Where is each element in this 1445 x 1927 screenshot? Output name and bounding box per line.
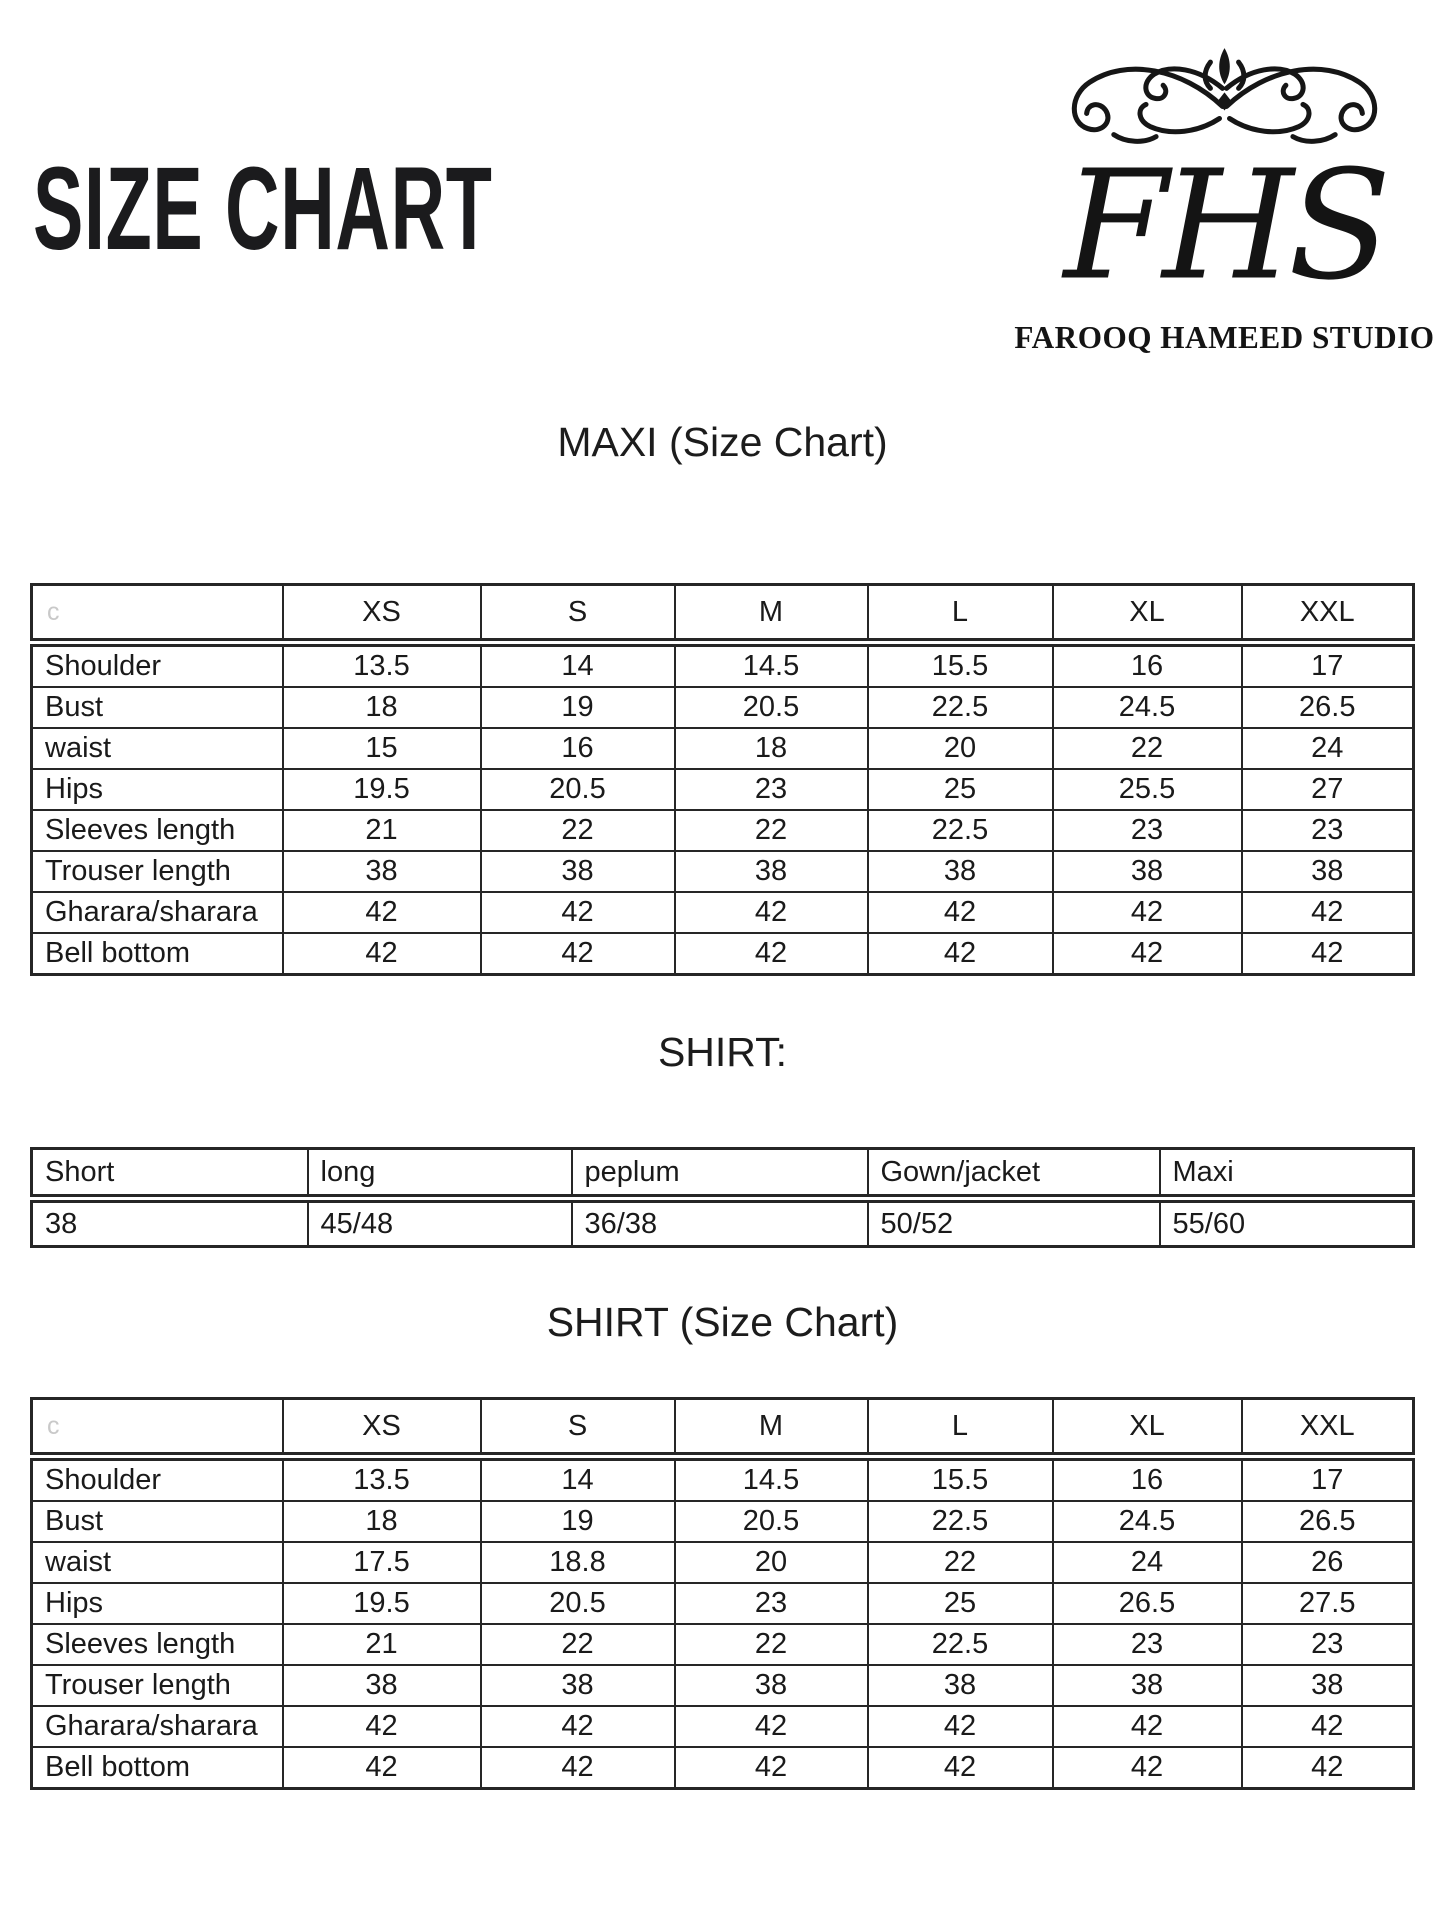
- corner-cell: c: [32, 585, 283, 643]
- measurement-label: Hips: [32, 769, 283, 810]
- table-row: [32, 1457, 1414, 1502]
- corner-cell: c: [32, 1399, 283, 1457]
- measurement-value: 24: [1053, 1542, 1242, 1583]
- header-row: [32, 585, 1414, 643]
- measurement-value: 13.5: [283, 1457, 481, 1502]
- measurement-value: 38: [675, 1665, 868, 1706]
- measurement-value: 38: [1242, 851, 1414, 892]
- length-column-header: peplum: [572, 1149, 868, 1199]
- measurement-value: 22.5: [868, 687, 1053, 728]
- measurement-value: 42: [1242, 1747, 1414, 1789]
- size-column-header: XL: [1053, 585, 1242, 643]
- measurement-value: 14: [481, 643, 675, 688]
- flourish-ornament-icon: [1074, 48, 1374, 141]
- measurement-value: 38: [481, 851, 675, 892]
- measurement-value: 27: [1242, 769, 1414, 810]
- maxi-section-heading: MAXI (Size Chart): [557, 419, 888, 465]
- measurement-label: Bell bottom: [32, 1747, 283, 1789]
- table-row: [32, 1542, 1414, 1583]
- measurement-value: 38: [1053, 1665, 1242, 1706]
- measurement-value: 20.5: [481, 1583, 675, 1624]
- measurement-value: 25.5: [1053, 769, 1242, 810]
- measurement-value: 18.8: [481, 1542, 675, 1583]
- measurement-label: Gharara/sharara: [32, 892, 283, 933]
- measurement-value: 24.5: [1053, 687, 1242, 728]
- measurement-value: 18: [283, 1501, 481, 1542]
- table-row: [32, 933, 1414, 975]
- measurement-value: 14: [481, 1457, 675, 1502]
- measurement-value: 13.5: [283, 643, 481, 688]
- length-value: 38: [32, 1199, 308, 1247]
- measurement-value: 38: [675, 851, 868, 892]
- table-row: [32, 1501, 1414, 1542]
- measurement-value: 38: [283, 851, 481, 892]
- studio-logo: [1012, 38, 1437, 360]
- measurement-value: 42: [283, 1706, 481, 1747]
- measurement-value: 15.5: [868, 1457, 1053, 1502]
- measurement-value: 14.5: [675, 643, 868, 688]
- measurement-value: 19.5: [283, 769, 481, 810]
- table-row: [32, 1706, 1414, 1747]
- measurement-value: 18: [283, 687, 481, 728]
- measurement-value: 23: [675, 1583, 868, 1624]
- measurement-value: 24: [1242, 728, 1414, 769]
- measurement-value: 42: [675, 892, 868, 933]
- length-value: 45/48: [308, 1199, 572, 1247]
- measurement-value: 42: [481, 892, 675, 933]
- measurement-value: 42: [481, 1706, 675, 1747]
- measurement-value: 23: [1242, 1624, 1414, 1665]
- measurement-label: waist: [32, 1542, 283, 1583]
- header-row: [32, 1399, 1414, 1457]
- measurement-value: 42: [675, 1706, 868, 1747]
- measurement-value: 26.5: [1053, 1583, 1242, 1624]
- measurement-value: 18: [675, 728, 868, 769]
- measurement-label: Bust: [32, 687, 283, 728]
- measurement-value: 26.5: [1242, 1501, 1414, 1542]
- table-row: [32, 643, 1414, 688]
- table-row: [32, 769, 1414, 810]
- measurement-value: 38: [1053, 851, 1242, 892]
- table-row: [32, 892, 1414, 933]
- measurement-value: 20.5: [481, 769, 675, 810]
- measurement-value: 26.5: [1242, 687, 1414, 728]
- measurement-value: 22: [481, 1624, 675, 1665]
- measurement-value: 20: [868, 728, 1053, 769]
- measurement-label: Bell bottom: [32, 933, 283, 975]
- size-column-header: XXL: [1242, 1399, 1414, 1457]
- measurement-value: 19: [481, 687, 675, 728]
- measurement-value: 42: [675, 1747, 868, 1789]
- shirt-length-table: [30, 1147, 1415, 1248]
- measurement-value: 42: [868, 1706, 1053, 1747]
- length-value: 55/60: [1160, 1199, 1414, 1247]
- measurement-value: 22.5: [868, 1624, 1053, 1665]
- size-column-header: XL: [1053, 1399, 1242, 1457]
- size-column-header: M: [675, 585, 868, 643]
- measurement-value: 38: [868, 1665, 1053, 1706]
- table-row: [32, 1199, 1414, 1247]
- monogram-text: FHS: [1063, 137, 1386, 314]
- measurement-value: 23: [675, 769, 868, 810]
- size-column-header: XS: [283, 1399, 481, 1457]
- measurement-value: 17: [1242, 1457, 1414, 1502]
- size-column-header: L: [868, 1399, 1053, 1457]
- header-row: [32, 1149, 1414, 1199]
- measurement-value: 19.5: [283, 1583, 481, 1624]
- measurement-value: 42: [283, 933, 481, 975]
- length-column-header: Maxi: [1160, 1149, 1414, 1199]
- measurement-value: 42: [1242, 1706, 1414, 1747]
- length-column-header: Short: [32, 1149, 308, 1199]
- size-column-header: XXL: [1242, 585, 1414, 643]
- shirt-chart-section-heading: SHIRT (Size Chart): [546, 1299, 899, 1345]
- measurement-label: Gharara/sharara: [32, 1706, 283, 1747]
- length-column-header: Gown/jacket: [868, 1149, 1160, 1199]
- measurement-value: 22: [868, 1542, 1053, 1583]
- measurement-value: 22.5: [868, 1501, 1053, 1542]
- shirt-size-table: [30, 1397, 1415, 1790]
- measurement-value: 14.5: [675, 1457, 868, 1502]
- measurement-label: Hips: [32, 1583, 283, 1624]
- measurement-value: 23: [1053, 1624, 1242, 1665]
- measurement-value: 38: [868, 851, 1053, 892]
- length-value: 50/52: [868, 1199, 1160, 1247]
- measurement-value: 42: [1053, 1747, 1242, 1789]
- measurement-value: 42: [1053, 892, 1242, 933]
- measurement-value: 25: [868, 769, 1053, 810]
- size-column-header: L: [868, 585, 1053, 643]
- measurement-value: 20.5: [675, 1501, 868, 1542]
- measurement-value: 38: [481, 1665, 675, 1706]
- measurement-value: 23: [1242, 810, 1414, 851]
- measurement-value: 15: [283, 728, 481, 769]
- measurement-value: 42: [283, 892, 481, 933]
- measurement-value: 20: [675, 1542, 868, 1583]
- measurement-label: Sleeves length: [32, 1624, 283, 1665]
- measurement-value: 42: [481, 933, 675, 975]
- measurement-value: 42: [868, 892, 1053, 933]
- measurement-value: 42: [283, 1747, 481, 1789]
- measurement-label: Sleeves length: [32, 810, 283, 851]
- measurement-value: 24.5: [1053, 1501, 1242, 1542]
- measurement-value: 17: [1242, 643, 1414, 688]
- table-row: [32, 1583, 1414, 1624]
- table-row: [32, 728, 1414, 769]
- measurement-value: 23: [1053, 810, 1242, 851]
- table-row: [32, 1665, 1414, 1706]
- measurement-label: Bust: [32, 1501, 283, 1542]
- studio-name: FAROOQ HAMEED STUDIO: [1014, 319, 1435, 355]
- measurement-label: Shoulder: [32, 643, 283, 688]
- measurement-value: 20.5: [675, 687, 868, 728]
- table-row: [32, 1624, 1414, 1665]
- size-column-header: S: [481, 585, 675, 643]
- measurement-value: 42: [1242, 892, 1414, 933]
- measurement-label: waist: [32, 728, 283, 769]
- measurement-value: 42: [868, 1747, 1053, 1789]
- page-title: SIZE CHART: [33, 143, 493, 275]
- size-column-header: S: [481, 1399, 675, 1457]
- measurement-value: 38: [1242, 1665, 1414, 1706]
- measurement-value: 42: [675, 933, 868, 975]
- measurement-value: 21: [283, 810, 481, 851]
- table-row: [32, 1747, 1414, 1789]
- measurement-value: 19: [481, 1501, 675, 1542]
- measurement-label: Trouser length: [32, 851, 283, 892]
- measurement-value: 42: [1053, 933, 1242, 975]
- measurement-value: 26: [1242, 1542, 1414, 1583]
- measurement-value: 22.5: [868, 810, 1053, 851]
- measurement-value: 22: [675, 810, 868, 851]
- measurement-value: 17.5: [283, 1542, 481, 1583]
- measurement-value: 42: [868, 933, 1053, 975]
- size-column-header: M: [675, 1399, 868, 1457]
- measurement-value: 16: [481, 728, 675, 769]
- measurement-value: 38: [283, 1665, 481, 1706]
- measurement-label: Shoulder: [32, 1457, 283, 1502]
- measurement-value: 22: [481, 810, 675, 851]
- length-column-header: long: [308, 1149, 572, 1199]
- measurement-value: 42: [1242, 933, 1414, 975]
- measurement-value: 21: [283, 1624, 481, 1665]
- measurement-value: 25: [868, 1583, 1053, 1624]
- size-column-header: XS: [283, 585, 481, 643]
- measurement-value: 42: [1053, 1706, 1242, 1747]
- table-row: [32, 851, 1414, 892]
- measurement-value: 42: [481, 1747, 675, 1789]
- measurement-value: 22: [1053, 728, 1242, 769]
- maxi-size-table: [30, 583, 1415, 976]
- table-row: [32, 687, 1414, 728]
- measurement-value: 27.5: [1242, 1583, 1414, 1624]
- table-row: [32, 810, 1414, 851]
- measurement-value: 22: [675, 1624, 868, 1665]
- measurement-value: 16: [1053, 643, 1242, 688]
- shirt-section-heading: SHIRT:: [657, 1029, 788, 1075]
- measurement-value: 16: [1053, 1457, 1242, 1502]
- length-value: 36/38: [572, 1199, 868, 1247]
- measurement-label: Trouser length: [32, 1665, 283, 1706]
- measurement-value: 15.5: [868, 643, 1053, 688]
